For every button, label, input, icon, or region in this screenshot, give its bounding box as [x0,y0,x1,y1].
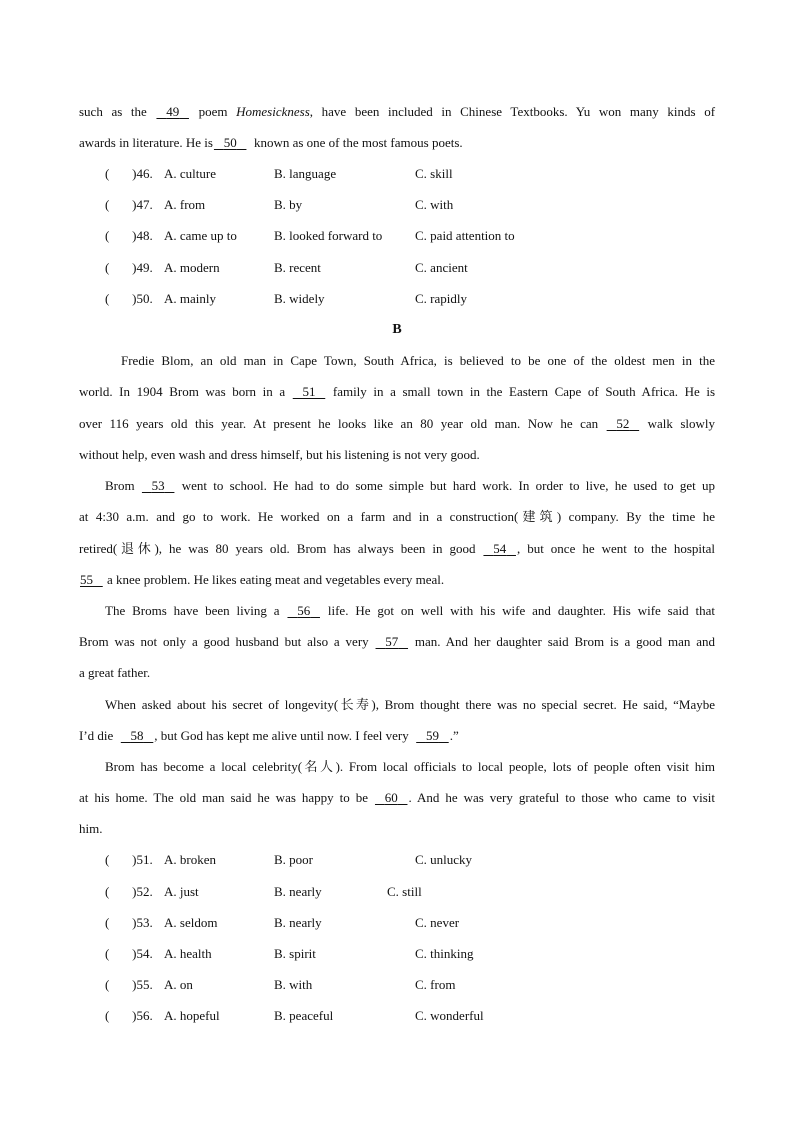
blank-number: 54 [493,541,507,556]
blank-number: 55 [80,572,93,587]
text: awards in literature. He is [79,135,213,150]
option-a[interactable]: A. health [164,946,212,961]
answer-paren[interactable]: ( )49. [105,260,153,275]
text: such as the [79,104,147,119]
p5-line-1: Brom has become a local celebrity(名人). From local officials to local people, lots of people often visit him [105,759,715,774]
text: life. He got on well with his wife and daughter. His wife said that [327,603,716,618]
poem-title: Homesickness [236,104,310,119]
option-c[interactable]: C. skill [415,166,453,181]
option-a[interactable]: A. just [164,884,199,899]
text: poem [198,104,228,119]
answer-paren[interactable]: ( )50. [105,291,153,306]
blank-50[interactable] [213,135,248,151]
text: .” [449,728,459,743]
answer-paren[interactable]: ( )52. [105,884,153,899]
p4-line-1: When asked about his secret of longevity(长寿), Brom thought there was no special secret. He said, “Maybe [105,697,715,712]
option-a[interactable]: A. hopeful [164,1008,220,1023]
answer-paren[interactable]: ( )54. [105,946,153,961]
p1-line-3 [79,416,715,432]
p3-line-2 [79,634,715,650]
blank-55[interactable] [79,572,104,588]
option-c[interactable]: C. thinking [415,946,474,961]
text: , have been included in Chinese Textbooks. Yu won many kinds of [309,104,716,119]
text: at his home. The old man said he was happy to be [79,790,368,805]
option-b[interactable]: B. poor [274,852,313,867]
p1-line-4: without help, even wash and dress himself, but his listening is not very good. [79,447,480,462]
option-c[interactable]: C. from [415,977,456,992]
blank-51[interactable] [292,384,327,400]
p5-line-2 [79,790,715,806]
blank-number: 58 [130,728,144,743]
passage-a-line-1 [79,104,715,120]
text: walk slowly [647,416,715,431]
blank-number: 53 [151,478,165,493]
option-c[interactable]: C. with [415,197,454,212]
option-a[interactable]: A. from [164,197,206,212]
section-b-heading: B [392,322,402,337]
answer-paren[interactable]: ( )46. [105,166,153,181]
option-b[interactable]: B. with [274,977,313,992]
text: known as one of the most famous poets. [253,135,463,150]
option-a[interactable]: A. seldom [164,915,218,930]
option-a[interactable]: A. modern [164,260,220,275]
p4-line-2 [79,728,715,744]
p1-line-2 [79,384,715,400]
text: , but God has kept me alive until now. I feel very [154,728,409,743]
blank-57[interactable] [375,634,410,650]
blank-60[interactable] [374,790,409,806]
blank-number: 57 [385,634,399,649]
option-a[interactable]: A. culture [164,166,216,181]
answer-paren[interactable]: ( )48. [105,228,153,243]
blank-49[interactable] [155,104,190,120]
passage-a-line-2 [79,135,715,151]
p5-line-3: him. [79,821,103,836]
blank-58[interactable] [120,728,155,744]
option-b[interactable]: B. peaceful [274,1008,334,1023]
p2-line-3 [79,541,715,557]
option-b[interactable]: B. nearly [274,915,322,930]
text: I’d die [79,728,114,743]
text: Brom [105,478,135,493]
text: . And he was very grateful to those who came to visit [408,790,716,805]
p3-line-1 [105,603,715,619]
p2-line-1 [105,478,715,494]
option-b[interactable]: B. spirit [274,946,316,961]
option-c[interactable]: C. rapidly [415,291,467,306]
blank-number: 56 [297,603,311,618]
text: over 116 years old this year. At present he looks like an 80 year old man. Now he can [79,416,599,431]
option-b[interactable]: B. looked forward to [274,228,383,243]
blank-number: 50 [223,135,237,150]
answer-paren[interactable]: ( )47. [105,197,153,212]
blank-53[interactable] [141,478,176,494]
option-b[interactable]: B. recent [274,260,321,275]
option-a[interactable]: A. came up to [164,228,237,243]
blank-number: 51 [302,384,316,399]
blank-56[interactable] [286,603,321,619]
answer-paren[interactable]: ( )51. [105,852,153,867]
option-a[interactable]: A. broken [164,852,216,867]
text: retired(退休), he was 80 years old. Brom has always been in good [79,541,476,556]
text: man. And her daughter said Brom is a good man and [414,634,716,649]
option-c[interactable]: C. unlucky [415,852,473,867]
blank-59[interactable] [415,728,450,744]
option-b[interactable]: B. nearly [274,884,322,899]
text: world. In 1904 Brom was born in a [79,384,286,399]
p1-line-1: Fredie Blom, an old man in Cape Town, South Africa, is believed to be one of the oldest men in the [121,353,715,368]
option-c[interactable]: C. never [415,915,460,930]
option-b[interactable]: B. by [274,197,303,212]
text: , but once he went to the hospital [516,541,715,556]
option-b[interactable]: B. language [274,166,337,181]
p3-line-3: a great father. [79,665,151,680]
answer-paren[interactable]: ( )55. [105,977,153,992]
option-b[interactable]: B. widely [274,291,325,306]
blank-number: 52 [616,416,630,431]
answer-paren[interactable]: ( )53. [105,915,153,930]
option-c[interactable]: C. paid attention to [415,228,515,243]
option-a[interactable]: A. on [164,977,193,992]
answer-paren[interactable]: ( )56. [105,1008,153,1023]
p2-line-2: at 4:30 a.m. and go to work. He worked on a farm and in a construction(建筑) company. By the time he [79,509,715,524]
blank-52[interactable] [606,416,641,432]
text: Brom was not only a good husband but also a very [79,634,369,649]
text: a knee problem. He likes eating meat and vegetables every meal. [107,572,445,587]
blank-54[interactable] [482,541,517,557]
option-c[interactable]: C. ancient [415,260,468,275]
option-a[interactable]: A. mainly [164,291,216,306]
blank-number: 59 [425,728,439,743]
option-c[interactable]: C. still [387,884,422,899]
text: went to school. He had to do some simple but hard work. In order to live, he used to get up [181,478,716,493]
blank-number: 49 [166,104,180,119]
text: family in a small town in the Eastern Cape of South Africa. He is [332,384,716,399]
p2-line-4 [79,572,715,588]
blank-number: 60 [384,790,398,805]
option-c[interactable]: C. wonderful [415,1008,484,1023]
text: The Broms have been living a [105,603,280,618]
